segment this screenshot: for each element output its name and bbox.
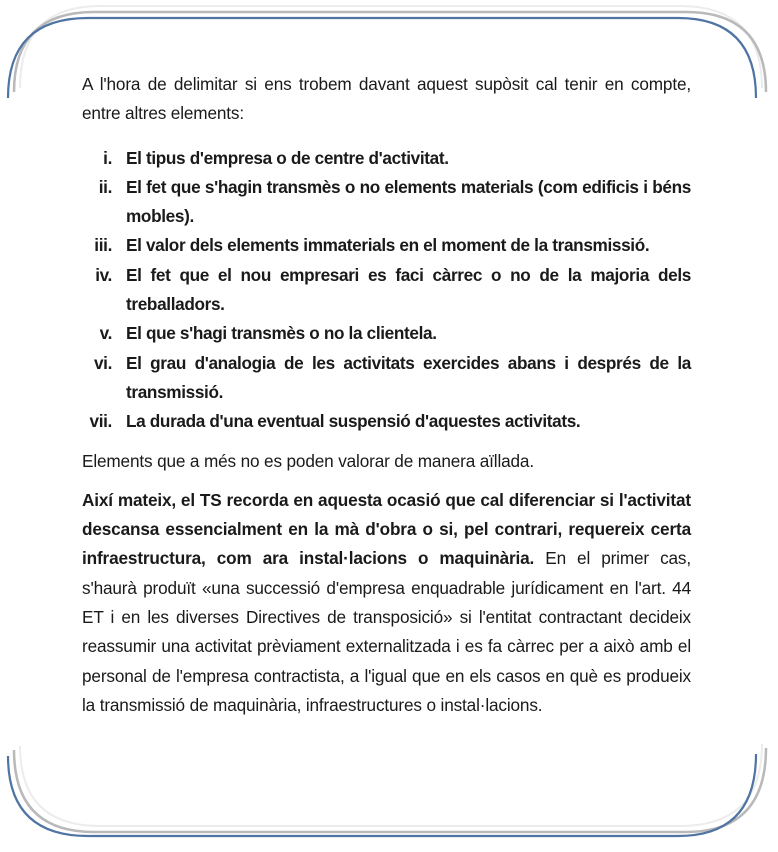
list-text: El grau d'analogia de les activitats exercides abans i després de la transmissió. xyxy=(126,352,691,402)
list-text: La durada d'una eventual suspensió d'aquestes activitats. xyxy=(126,411,581,432)
list-item xyxy=(82,319,691,348)
frame-bottom-gray xyxy=(14,748,766,832)
after-list-paragraph: Elements que a més no es poden valorar de manera aïllada. xyxy=(82,450,534,471)
list-text: El que s'hagi transmès o no la clientela. xyxy=(126,323,437,344)
list-number: iii. xyxy=(94,235,112,256)
frame-bottom-light xyxy=(20,744,762,826)
list-text: El tipus d'empresa o de centre d'activitat. xyxy=(126,147,449,168)
criteria-list xyxy=(82,144,691,437)
list-item xyxy=(82,231,691,260)
closing-bold-text: Així mateix, el TS recorda en aquesta ocasió que cal diferenciar si l'activitat descansa essencialment en la mà d'obra o si, pel contrari, requereix certa infraestructura, com ara instal·lacions o maquinària. xyxy=(82,489,691,569)
frame-bottom-blue xyxy=(8,754,756,836)
list-number: iv. xyxy=(95,264,112,285)
list-text: El fet que s'hagin transmès o no elements materials (com edificis i béns mobles). xyxy=(126,176,691,227)
list-number: vi. xyxy=(93,352,112,373)
list-item xyxy=(82,173,691,232)
list-number: vii. xyxy=(89,411,112,432)
intro-paragraph: A l'hora de delimitar si ens trobem davant aquest supòsit cal tenir en compte, entre altres elements: xyxy=(82,74,691,124)
list-text: El valor dels elements immaterials en el moment de la transmissió. xyxy=(126,235,650,256)
document-body xyxy=(82,70,691,720)
list-number: i. xyxy=(103,147,112,168)
list-item xyxy=(82,407,691,436)
list-item xyxy=(82,349,691,408)
closing-paragraph xyxy=(82,486,691,720)
list-number: ii. xyxy=(98,176,112,197)
list-number: v. xyxy=(99,323,112,344)
list-item xyxy=(82,144,691,173)
closing-regular-text: En el primer cas, s'haurà produït «una successió d'empresa enquadrable jurídicament en l'art. 44 ET i en les diverses Directives de transposició» si l'entitat contractant decideix reassumir una activitat prèviament externalitzada i es fa càrrec per a això amb el personal de l'empresa contractista, a l'igual que en els casos en què es produeix la transmissió de maquinària, infraestructures o instal·lacions. xyxy=(82,548,691,715)
list-item xyxy=(82,261,691,320)
list-text: El fet que el nou empresari es faci càrrec o no de la majoria dels treballadors. xyxy=(126,264,691,315)
